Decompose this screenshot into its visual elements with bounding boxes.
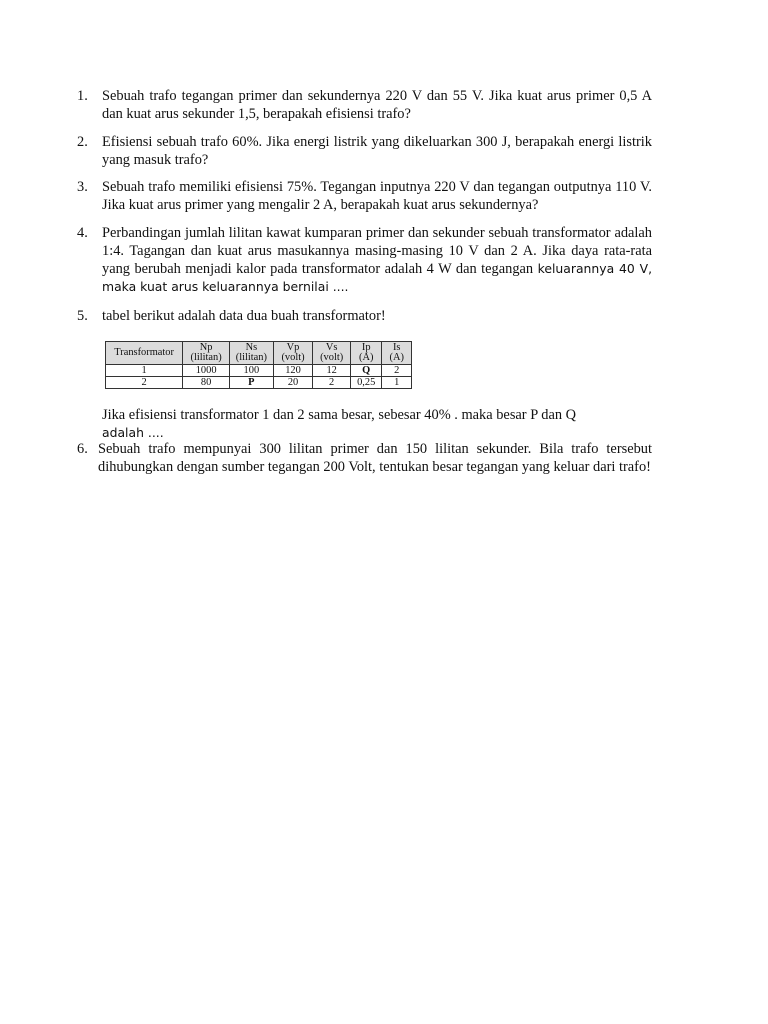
question-5 [77, 307, 652, 325]
table-header: Is (A) [382, 342, 412, 365]
question-number: 6. [77, 441, 88, 457]
question-2 [77, 133, 652, 169]
table-cell: 2 [106, 377, 183, 389]
table-cell: 12 [313, 365, 351, 377]
note-text: adalah .... [102, 425, 164, 440]
question-text-part: keluarannya 40 V, maka kuat arus keluarannya bernilai .... [102, 261, 653, 294]
question-4 [77, 224, 652, 296]
table-cell: 2 [382, 365, 412, 377]
table-header: Vs (volt) [313, 342, 351, 365]
question-6 [77, 440, 652, 476]
table-cell: 120 [273, 365, 313, 377]
table-header: Ip (A) [350, 342, 382, 365]
question-text: Efisiensi sebuah trafo 60%. Jika energi listrik yang dikeluarkan 300 J, berapakah energi listrik yang masuk trafo? [102, 134, 652, 168]
question-text: tabel berikut adalah data dua buah transformator! [102, 308, 386, 324]
table-header: Transformator [106, 342, 183, 365]
table-cell: 100 [230, 365, 274, 377]
table-cell: 2 [313, 377, 351, 389]
note-text: Jika efisiensi transformator 1 dan 2 sama besar, sebesar 40% . maka besar P dan Q [102, 407, 577, 423]
table-cell: Q [350, 365, 382, 377]
transformator-table [105, 341, 412, 389]
question-3 [77, 178, 652, 214]
question-number: 1. [77, 88, 88, 104]
question-text: Sebuah trafo memiliki efisiensi 75%. Tegangan inputnya 220 V dan tegangan outputnya 110 V. Jika kuat arus primer yang mengalir 2 A, berapakah kuat arus sekundernya? [102, 179, 652, 213]
question-1 [77, 87, 652, 123]
question-5-note [102, 406, 652, 442]
question-number: 5. [77, 308, 88, 324]
question-text: Sebuah trafo tegangan primer dan sekundernya 220 V dan 55 V. Jika kuat arus primer 0,5 A dan kuat arus sekunder 1,5, berapakah efisiensi trafo? [102, 88, 652, 122]
question-number: 4. [77, 225, 88, 241]
table-header: Np (lilitan) [183, 342, 230, 365]
table-cell: 1 [382, 377, 412, 389]
question-number: 3. [77, 179, 88, 195]
table-cell: 20 [273, 377, 313, 389]
table-cell: 1000 [183, 365, 230, 377]
table-header-row [106, 342, 412, 365]
table-cell: P [230, 377, 274, 389]
question-text [102, 224, 652, 296]
question-text-part: Perbandingan jumlah lilitan kawat kumparan primer dan sekunder sebuah transformator adalah 1:4. Tagangan dan kuat arus masukannya masing-masing 10 V dan 2 A. Jika daya rata-rata yang berubah menjadi kalor pada transformator adalah 4 W dan tegangan [102, 225, 652, 277]
table-header: Vp (volt) [273, 342, 313, 365]
question-number: 2. [77, 134, 88, 150]
question-text: Sebuah trafo mempunyai 300 lilitan primer dan 150 lilitan sekunder. Bila trafo tersebut dihubungkan dengan sumber tegangan 200 Volt, tentukan besar tegangan yang keluar dari trafo! [98, 441, 652, 475]
table-row [106, 365, 412, 377]
table-header: Ns (lilitan) [230, 342, 274, 365]
table-cell: 80 [183, 377, 230, 389]
table-row [106, 377, 412, 389]
table-cell: 1 [106, 365, 183, 377]
table-cell: 0,25 [350, 377, 382, 389]
